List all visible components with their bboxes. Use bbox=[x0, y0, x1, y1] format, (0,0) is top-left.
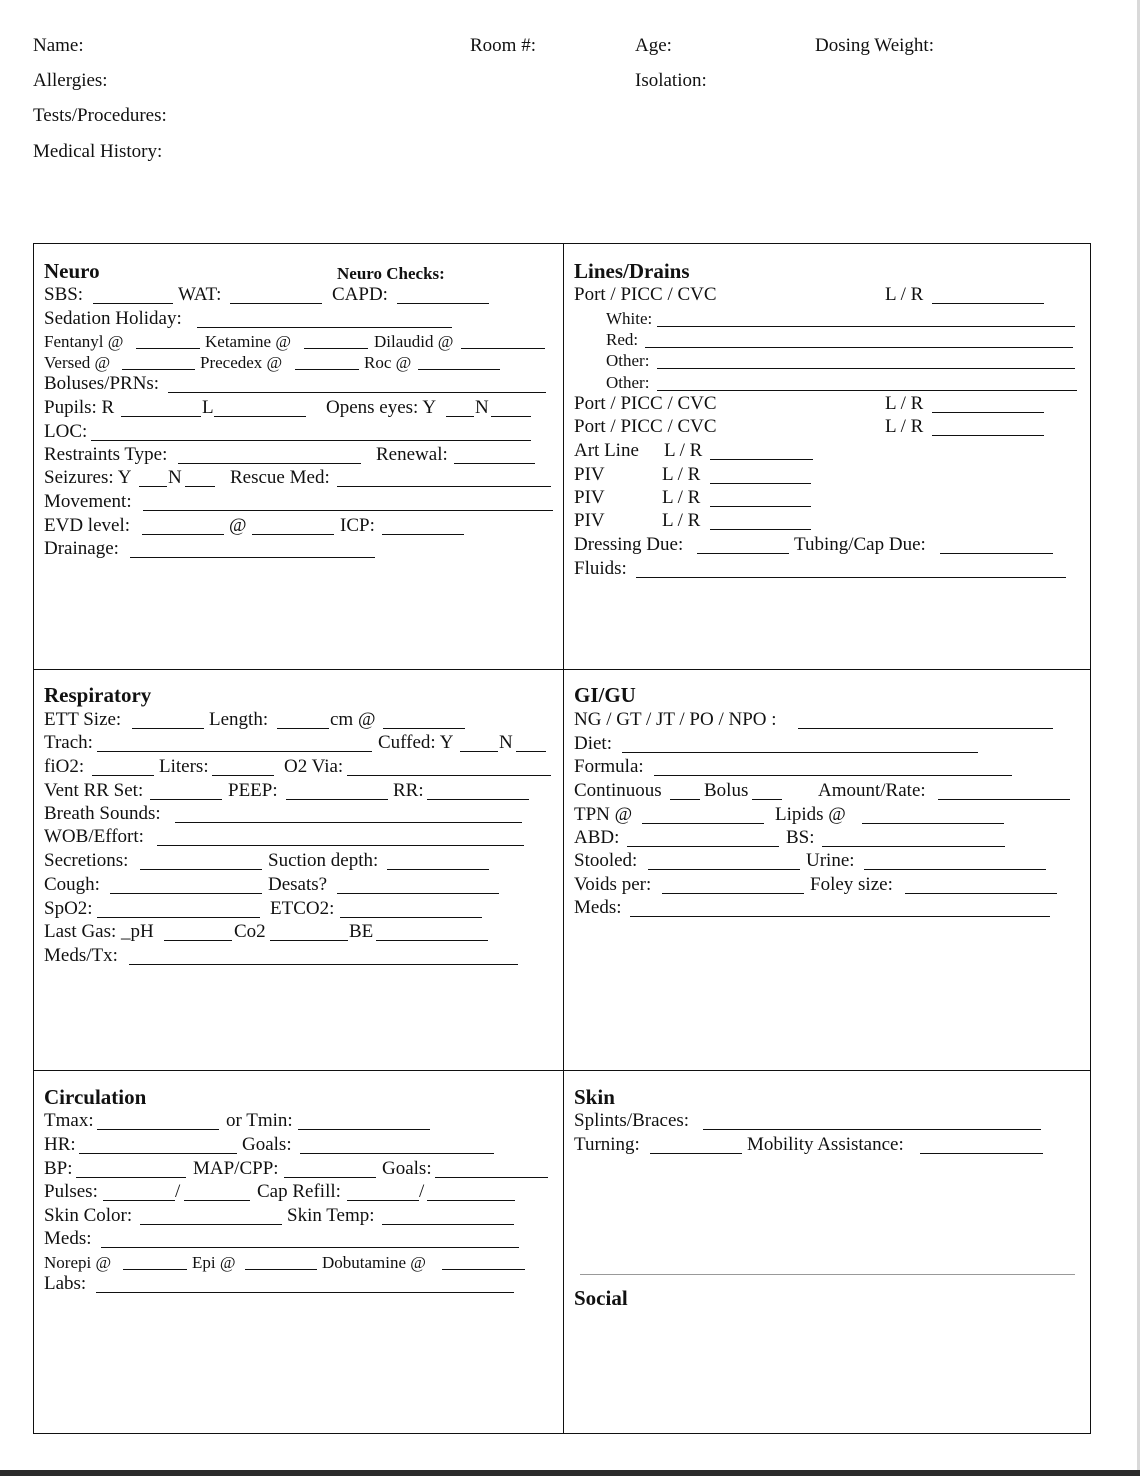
breath-sounds-label: Breath Sounds: bbox=[44, 803, 161, 824]
icp-label: ICP: bbox=[340, 515, 375, 536]
ett-depth-blank[interactable] bbox=[383, 728, 465, 729]
breath-sounds-blank[interactable] bbox=[175, 822, 522, 823]
tmax-label: Tmax: bbox=[44, 1110, 94, 1131]
co2-label: Co2 bbox=[234, 921, 266, 942]
ketamine-blank[interactable] bbox=[304, 348, 368, 349]
white-lumen-label: White: bbox=[606, 309, 653, 328]
opens-eyes-y-blank[interactable] bbox=[446, 416, 474, 417]
piv-3-side-label: L / R bbox=[662, 510, 701, 531]
opens-eyes-n-label: N bbox=[475, 397, 489, 418]
feeding-route-blank[interactable] bbox=[798, 728, 1053, 729]
spo2-blank[interactable] bbox=[97, 917, 260, 918]
voids-per-blank[interactable] bbox=[662, 893, 804, 894]
turning-label: Turning: bbox=[574, 1134, 640, 1155]
cap-refill-lower-blank[interactable] bbox=[427, 1200, 515, 1201]
icp-blank[interactable] bbox=[382, 534, 464, 535]
tpn-label: TPN @ bbox=[574, 804, 633, 825]
fio2-blank[interactable] bbox=[92, 775, 154, 776]
secretions-label: Secretions: bbox=[44, 850, 129, 871]
pulses-slash: / bbox=[175, 1181, 181, 1202]
cuffed-n-blank[interactable] bbox=[516, 751, 546, 752]
mobility-assistance-label: Mobility Assistance: bbox=[747, 1134, 904, 1155]
roc-label: Roc @ bbox=[364, 353, 412, 372]
resp-meds-blank[interactable] bbox=[129, 964, 518, 965]
abd-label: ABD: bbox=[574, 827, 620, 848]
piv-1-blank[interactable] bbox=[710, 483, 811, 484]
dosing-weight-label: Dosing Weight: bbox=[815, 35, 934, 56]
secretions-blank[interactable] bbox=[140, 869, 262, 870]
movement-blank[interactable] bbox=[143, 510, 553, 511]
etco2-label: ETCO2: bbox=[270, 898, 335, 919]
piv-2-blank[interactable] bbox=[710, 506, 811, 507]
opens-eyes-n-blank[interactable] bbox=[491, 416, 531, 417]
bp-goals-blank[interactable] bbox=[435, 1177, 548, 1178]
co2-blank[interactable] bbox=[270, 940, 348, 941]
cough-label: Cough: bbox=[44, 874, 100, 895]
social-title: Social bbox=[574, 1286, 628, 1310]
port-2-side-label: L / R bbox=[885, 393, 924, 414]
tmin-blank[interactable] bbox=[298, 1129, 430, 1130]
art-line-blank[interactable] bbox=[710, 459, 813, 460]
circ-meds-label: Meds: bbox=[44, 1228, 92, 1249]
lines-drains-title: Lines/Drains bbox=[574, 259, 690, 283]
tubing-cap-due-blank[interactable] bbox=[940, 553, 1053, 554]
seizures-n-blank[interactable] bbox=[185, 486, 215, 487]
suction-depth-blank[interactable] bbox=[387, 869, 489, 870]
map-cpp-blank[interactable] bbox=[284, 1177, 376, 1178]
capd-label: CAPD: bbox=[332, 284, 388, 305]
formula-label: Formula: bbox=[574, 756, 644, 777]
rr-label: RR: bbox=[393, 780, 424, 801]
tpn-blank[interactable] bbox=[642, 823, 764, 824]
boluses-label: Boluses/PRNs: bbox=[44, 373, 160, 394]
rr-blank[interactable] bbox=[427, 799, 529, 800]
respiratory-title: Respiratory bbox=[44, 683, 152, 707]
bs-blank[interactable] bbox=[822, 846, 1005, 847]
port-3-side-label: L / R bbox=[885, 416, 924, 437]
wat-label: WAT: bbox=[178, 284, 222, 305]
amount-rate-blank[interactable] bbox=[938, 799, 1070, 800]
stooled-blank[interactable] bbox=[648, 869, 800, 870]
dobutamine-label: Dobutamine @ bbox=[322, 1253, 426, 1272]
last-gas-label: Last Gas: _pH bbox=[44, 921, 154, 942]
boluses-blank[interactable] bbox=[168, 392, 546, 393]
continuous-blank[interactable] bbox=[670, 799, 700, 800]
opens-eyes-label: Opens eyes: Y bbox=[326, 397, 437, 418]
grid-divider-row2 bbox=[33, 1070, 1091, 1071]
voids-per-label: Voids per: bbox=[574, 874, 652, 895]
pupils-r-blank[interactable] bbox=[121, 416, 201, 417]
tests-procedures-label: Tests/Procedures: bbox=[33, 105, 167, 126]
desats-label: Desats? bbox=[268, 874, 328, 895]
vent-rr-label: Vent RR Set: bbox=[44, 780, 144, 801]
cuffed-label: Cuffed: Y bbox=[378, 732, 454, 753]
splints-braces-blank[interactable] bbox=[703, 1129, 1041, 1130]
cap-refill-upper-blank[interactable] bbox=[347, 1200, 419, 1201]
skin-temp-blank[interactable] bbox=[382, 1224, 514, 1225]
foley-size-label: Foley size: bbox=[810, 874, 893, 895]
length-blank[interactable] bbox=[277, 728, 329, 729]
port-3-label: Port / PICC / CVC bbox=[574, 416, 717, 437]
trach-blank[interactable] bbox=[97, 751, 372, 752]
bs-label: BS: bbox=[786, 827, 815, 848]
amount-rate-label: Amount/Rate: bbox=[818, 780, 926, 801]
bolus-label: Bolus bbox=[704, 780, 749, 801]
bp-blank[interactable] bbox=[76, 1177, 186, 1178]
dressing-due-blank[interactable] bbox=[697, 553, 789, 554]
fentanyl-label: Fentanyl @ bbox=[44, 332, 124, 351]
renewal-label: Renewal: bbox=[376, 444, 448, 465]
labs-label: Labs: bbox=[44, 1273, 87, 1294]
piv-3-blank[interactable] bbox=[710, 529, 811, 530]
restraints-label: Restraints Type: bbox=[44, 444, 168, 465]
peep-label: PEEP: bbox=[228, 780, 278, 801]
resp-meds-label: Meds/Tx: bbox=[44, 945, 118, 966]
age-label: Age: bbox=[635, 35, 672, 56]
sbs-blank[interactable] bbox=[93, 303, 173, 304]
urine-blank[interactable] bbox=[864, 869, 1046, 870]
other-lumen-2-blank[interactable] bbox=[657, 390, 1077, 391]
spo2-label: SpO2: bbox=[44, 898, 93, 919]
rescue-med-label: Rescue Med: bbox=[230, 467, 330, 488]
pupils-l-label: L bbox=[202, 397, 214, 418]
capd-blank[interactable] bbox=[397, 303, 489, 304]
grid-divider-row1 bbox=[33, 669, 1091, 670]
trach-label: Trach: bbox=[44, 732, 93, 753]
ph-blank[interactable] bbox=[164, 940, 232, 941]
diet-blank[interactable] bbox=[622, 752, 978, 753]
lipids-label: Lipids @ bbox=[775, 804, 846, 825]
other-lumen-1-blank[interactable] bbox=[657, 368, 1075, 369]
pupils-l-blank[interactable] bbox=[214, 416, 306, 417]
tubing-cap-due-label: Tubing/Cap Due: bbox=[794, 534, 926, 555]
map-cpp-label: MAP/CPP: bbox=[193, 1158, 279, 1179]
cm-at-label: cm @ bbox=[330, 709, 376, 730]
white-lumen-blank[interactable] bbox=[657, 326, 1075, 327]
vent-rr-blank[interactable] bbox=[150, 799, 222, 800]
mobility-assistance-blank[interactable] bbox=[920, 1153, 1043, 1154]
tmin-label: or Tmin: bbox=[226, 1110, 293, 1131]
evd-level-label: EVD level: bbox=[44, 515, 131, 536]
room-label: Room #: bbox=[470, 35, 536, 56]
wob-label: WOB/Effort: bbox=[44, 826, 144, 847]
ett-size-blank[interactable] bbox=[132, 728, 204, 729]
bp-label: BP: bbox=[44, 1158, 73, 1179]
drainage-blank[interactable] bbox=[130, 557, 375, 558]
sedation-holiday-blank[interactable] bbox=[197, 327, 452, 328]
desats-blank[interactable] bbox=[337, 893, 499, 894]
seizures-y-blank[interactable] bbox=[139, 486, 167, 487]
cuffed-n-label: N bbox=[499, 732, 513, 753]
foley-size-blank[interactable] bbox=[905, 893, 1057, 894]
skin-temp-label: Skin Temp: bbox=[287, 1205, 375, 1226]
cap-refill-slash: / bbox=[419, 1181, 425, 1202]
diet-label: Diet: bbox=[574, 733, 612, 754]
piv-2-side-label: L / R bbox=[662, 487, 701, 508]
other-lumen-2-label: Other: bbox=[606, 373, 650, 392]
circ-meds-blank[interactable] bbox=[101, 1247, 519, 1248]
epi-label: Epi @ bbox=[192, 1253, 236, 1272]
hr-label: HR: bbox=[44, 1134, 76, 1155]
seizures-n-label: N bbox=[168, 467, 182, 488]
norepi-label: Norepi @ bbox=[44, 1253, 112, 1272]
hr-goals-label: Goals: bbox=[242, 1134, 292, 1155]
wat-blank[interactable] bbox=[230, 303, 322, 304]
wob-blank[interactable] bbox=[157, 845, 524, 846]
roc-blank[interactable] bbox=[418, 369, 500, 370]
cap-refill-label: Cap Refill: bbox=[257, 1181, 341, 1202]
ketamine-label: Ketamine @ bbox=[205, 332, 291, 351]
renewal-blank[interactable] bbox=[454, 463, 535, 464]
skin-title: Skin bbox=[574, 1085, 615, 1109]
red-lumen-blank[interactable] bbox=[645, 347, 1073, 348]
evd-at-label: @ bbox=[229, 515, 247, 536]
piv-3-label: PIV bbox=[574, 510, 605, 531]
bp-goals-label: Goals: bbox=[382, 1158, 432, 1179]
feeding-route-label: NG / GT / JT / PO / NPO : bbox=[574, 709, 777, 730]
epi-blank[interactable] bbox=[245, 1269, 317, 1270]
cuffed-y-blank[interactable] bbox=[460, 751, 498, 752]
be-label: BE bbox=[349, 921, 374, 942]
suction-depth-label: Suction depth: bbox=[268, 850, 379, 871]
ett-size-label: ETT Size: bbox=[44, 709, 122, 730]
etco2-blank[interactable] bbox=[340, 917, 482, 918]
drainage-label: Drainage: bbox=[44, 538, 119, 559]
port-1-side-label: L / R bbox=[885, 284, 924, 305]
dilaudid-label: Dilaudid @ bbox=[374, 332, 454, 351]
formula-blank[interactable] bbox=[654, 775, 1012, 776]
pulses-upper-blank[interactable] bbox=[103, 1200, 175, 1201]
piv-2-label: PIV bbox=[574, 487, 605, 508]
art-line-label: Art Line bbox=[574, 440, 639, 461]
port-2-blank[interactable] bbox=[932, 412, 1044, 413]
neuro-title: Neuro bbox=[44, 259, 100, 283]
restraints-blank[interactable] bbox=[178, 463, 361, 464]
continuous-label: Continuous bbox=[574, 780, 662, 801]
rescue-med-blank[interactable] bbox=[337, 486, 551, 487]
piv-1-label: PIV bbox=[574, 464, 605, 485]
red-lumen-label: Red: bbox=[606, 330, 639, 349]
fio2-label: fiO2: bbox=[44, 756, 85, 777]
bolus-blank[interactable] bbox=[752, 799, 782, 800]
abd-blank[interactable] bbox=[627, 846, 779, 847]
labs-blank[interactable] bbox=[96, 1292, 514, 1293]
loc-blank[interactable] bbox=[91, 440, 531, 441]
port-1-label: Port / PICC / CVC bbox=[574, 284, 717, 305]
gi-meds-blank[interactable] bbox=[630, 916, 1050, 917]
versed-blank[interactable] bbox=[122, 369, 195, 370]
o2-via-blank[interactable] bbox=[347, 775, 551, 776]
dressing-due-label: Dressing Due: bbox=[574, 534, 684, 555]
fluids-blank[interactable] bbox=[636, 577, 1066, 578]
cough-blank[interactable] bbox=[110, 893, 262, 894]
skin-color-label: Skin Color: bbox=[44, 1205, 133, 1226]
hr-goals-blank[interactable] bbox=[300, 1153, 494, 1154]
name-label: Name: bbox=[33, 35, 84, 56]
medical-history-label: Medical History: bbox=[33, 141, 163, 162]
dobutamine-blank[interactable] bbox=[442, 1269, 525, 1270]
peep-blank[interactable] bbox=[286, 799, 388, 800]
sbs-label: SBS: bbox=[44, 284, 84, 305]
allergies-label: Allergies: bbox=[33, 70, 108, 91]
evd-level-blank[interactable] bbox=[142, 534, 224, 535]
splints-braces-label: Splints/Braces: bbox=[574, 1110, 690, 1131]
sedation-holiday-label: Sedation Holiday: bbox=[44, 308, 182, 329]
urine-label: Urine: bbox=[806, 850, 855, 871]
fentanyl-blank[interactable] bbox=[136, 348, 200, 349]
grid-divider-vertical bbox=[563, 243, 564, 1434]
movement-label: Movement: bbox=[44, 491, 132, 512]
gi-gu-title: GI/GU bbox=[574, 683, 636, 707]
other-lumen-1-label: Other: bbox=[606, 351, 650, 370]
dilaudid-blank[interactable] bbox=[461, 348, 545, 349]
skin-color-blank[interactable] bbox=[140, 1224, 282, 1225]
versed-label: Versed @ bbox=[44, 353, 111, 372]
stooled-label: Stooled: bbox=[574, 850, 638, 871]
port-1-blank[interactable] bbox=[932, 303, 1044, 304]
skin-social-divider bbox=[580, 1274, 1075, 1275]
lipids-blank[interactable] bbox=[862, 823, 1004, 824]
pulses-label: Pulses: bbox=[44, 1181, 98, 1202]
precedex-blank[interactable] bbox=[295, 369, 359, 370]
seizures-label: Seizures: Y bbox=[44, 467, 132, 488]
neuro-checks-label: Neuro Checks: bbox=[337, 264, 445, 283]
precedex-label: Precedex @ bbox=[200, 353, 283, 372]
turning-blank[interactable] bbox=[650, 1153, 742, 1154]
art-line-side-label: L / R bbox=[664, 440, 703, 461]
liters-blank[interactable] bbox=[212, 775, 274, 776]
tmax-blank[interactable] bbox=[97, 1129, 219, 1130]
fluids-label: Fluids: bbox=[574, 558, 627, 579]
loc-label: LOC: bbox=[44, 421, 88, 442]
hr-blank[interactable] bbox=[79, 1153, 237, 1154]
isolation-label: Isolation: bbox=[635, 70, 707, 91]
circulation-title: Circulation bbox=[44, 1085, 147, 1109]
liters-label: Liters: bbox=[159, 756, 209, 777]
gi-meds-label: Meds: bbox=[574, 897, 622, 918]
o2-via-label: O2 Via: bbox=[284, 756, 344, 777]
port-2-label: Port / PICC / CVC bbox=[574, 393, 717, 414]
evd-rate-blank[interactable] bbox=[252, 534, 334, 535]
length-label: Length: bbox=[209, 709, 269, 730]
piv-1-side-label: L / R bbox=[662, 464, 701, 485]
pulses-lower-blank[interactable] bbox=[184, 1200, 250, 1201]
pupils-r-label: Pupils: R bbox=[44, 397, 115, 418]
norepi-blank[interactable] bbox=[123, 1269, 187, 1270]
be-blank[interactable] bbox=[376, 940, 488, 941]
port-3-blank[interactable] bbox=[932, 435, 1044, 436]
